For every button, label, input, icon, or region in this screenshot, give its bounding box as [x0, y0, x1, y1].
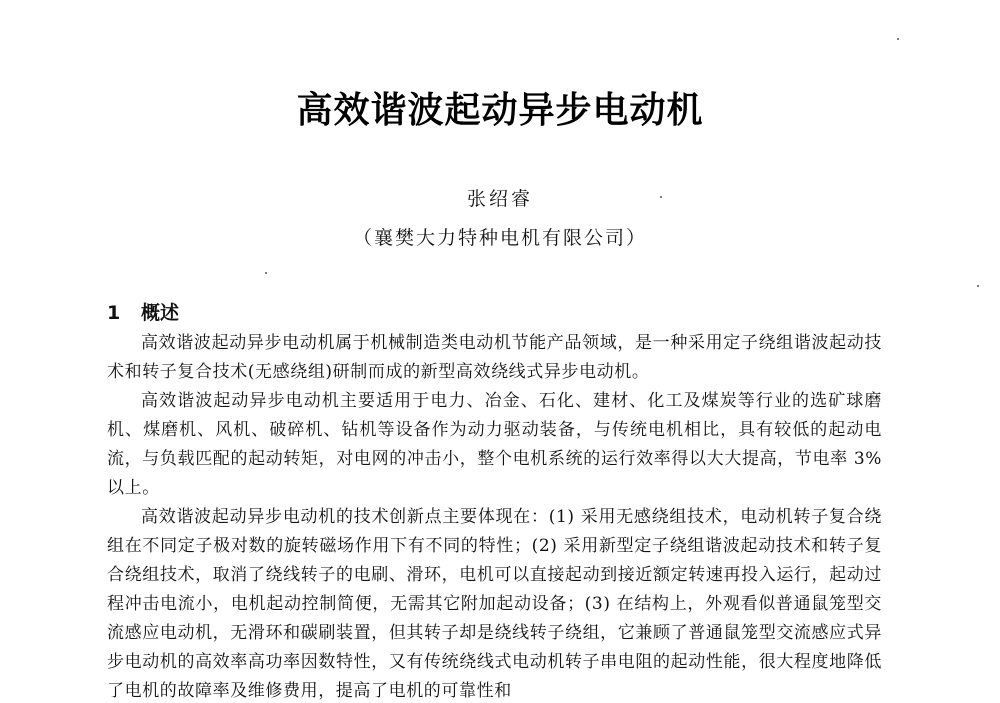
author-name: 张绍睿 — [466, 188, 533, 210]
section-number: 1 — [107, 302, 121, 324]
paper-title: 高效谐波起动异步电动机 — [296, 90, 704, 131]
paragraph-2: 高效谐波起动异步电动机主要适用于电力、冶金、石化、建材、化工及煤炭等行业的选矿球磨机、煤磨机、风机、破碎机、钻机等设备作为动力驱动装备，与传统电机相比，具有较低的起动电流，与负载匹配的起动转矩，对电网的冲击小，整个电机系统的运行效率得以大大提高，节电率 3%以上。 — [107, 391, 882, 498]
paragraph-1: 高效谐波起动异步电动机属于机械制造类电动机节能产品领域，是一种采用定子绕组谐波起动技术和转子复合技术(无感绕组)研制而成的新型高效绕线式异步电动机。 — [107, 333, 882, 382]
section-body — [107, 329, 882, 703]
scan-speck — [265, 272, 267, 274]
scan-speck — [660, 196, 662, 198]
author-affiliation: （襄樊大力特种电机有限公司） — [352, 227, 647, 249]
section-heading — [107, 298, 179, 325]
section-title: 概述 — [141, 302, 180, 324]
scan-speck — [977, 285, 979, 287]
paragraph-3: 高效谐波起动异步电动机的技术创新点主要体现在：(1) 采用无感绕组技术，电动机转子复合绕组在不同定子极对数的旋转磁场作用下有不同的特性；(2) 采用新型定子绕组谐波起动技术和转子复合绕组技术，取消了绕线转子的电刷、滑环，电机可以直接起动到接近额定转速再投入运行，起动过程冲击电流小，电机起动控制简便，无需其它附加起动设备；(3) 在结构上，外观看似普通鼠笼型交流感应电动机，无滑环和碳刷装置，但其转子却是绕线转子绕组，它兼顾了普通鼠笼型交流感应式异步电动机的高效率高功率因数特性，又有传统绕线式电动机转子串电阻的起动性能，很大程度地降低了电机的故障率及维修费用，提高了电机的可靠性和 — [107, 507, 882, 701]
scan-speck — [897, 38, 899, 40]
